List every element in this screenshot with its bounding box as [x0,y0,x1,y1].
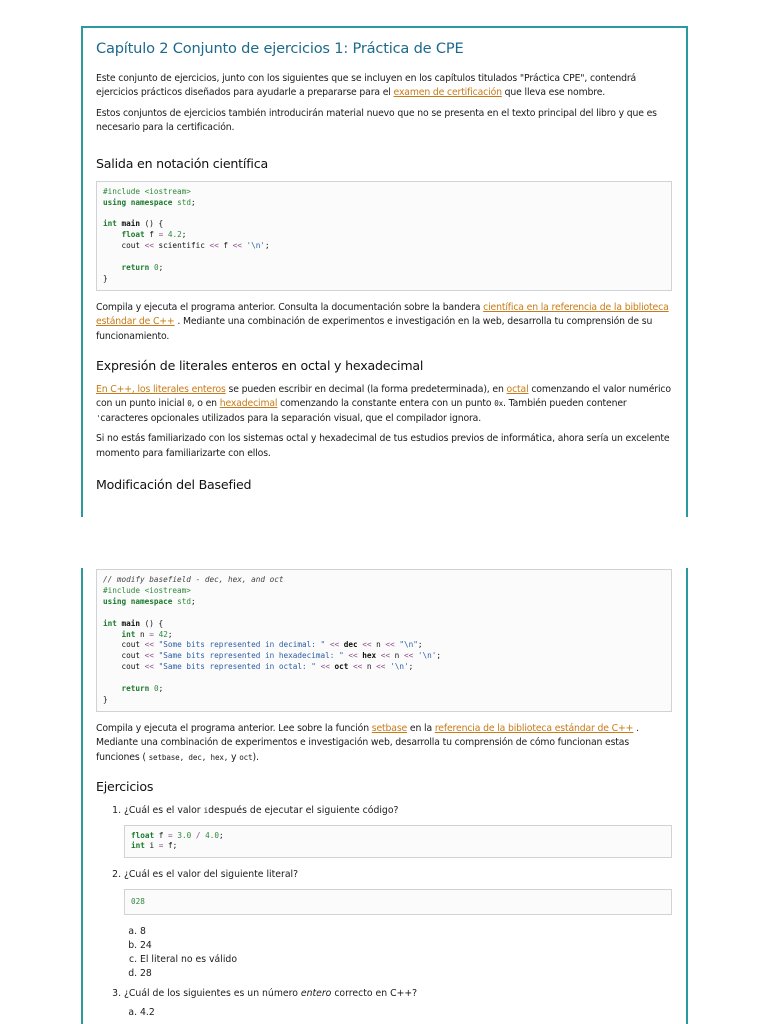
exercise-2-options [124,925,672,982]
octal-hex-paragraph: En C++, los literales enteros se pueden escribir en decimal (la forma predeterminada), en octal comenzando el valor numérico con un punto inicial 0, o en hexadecimal comenzando la constante entera con un punto 0x. También pueden contener 'caracteres opcionales utilizados para la separación visual, que el compilador ignora. [96,384,671,424]
option: a. 8 [140,925,672,939]
option: d. 28 [140,967,672,981]
hexadecimal-link[interactable]: hexadecimal [219,398,278,410]
exercise-list [96,804,672,1020]
section-heading-scientific: Salida en notación científica [96,155,268,171]
option: c. El literal no es válido [140,953,672,967]
integer-literals-link[interactable]: En C++, los literales enteros [96,384,226,395]
exercise-3: 3. ¿Cuál de los siguientes es un número entero correcto en C++? a. 4.2 [124,987,672,1020]
exercise-3-options [124,1006,672,1020]
exercise-1: 1. ¿Cuál es el valor idespués de ejecutar el siguiente código? float f = 3.0 / 4.0; int i = f; [124,804,672,858]
section-heading-octal-hex: Expresión de literales enteros en octal y hexadecimal [96,358,424,373]
code-block-scientific: #include <iostream> using namespace std; int main () { float f = 4.2; cout << scientific << f << '\n'; return 0; } [96,181,672,291]
code-block-exercise-2: 028 [124,889,672,915]
page-1 [81,26,688,517]
certification-exam-link[interactable]: examen de certificación [393,87,502,99]
octal-link[interactable]: octal [506,384,529,395]
section-heading-basefield: Modificación del Basefied [96,477,252,493]
code-block-exercise-1: float f = 3.0 / 4.0; int i = f; [124,825,672,859]
setbase-link[interactable]: setbase [371,722,408,734]
scientific-reference-link[interactable]: científica en la referencia de la biblioteca estándar de C++ [96,301,669,328]
code-block-basefield: // modify basefield - dec, hex, and oct #include <iostream> using namespace std; int main () { int n = 42; cout << "Some bits represented in decimal: " << dec << n << "\n"; cout << "Same bits represented in hexadecimal: " << hex << n << '\n'; cout << "Same bits represented in octal: " << oct << n << '\n'; return 0; } [96,569,672,712]
intro-paragraph-2: Estos conjuntos de ejercicios también introducirán material nuevo que no se presenta en el texto principal del libro y que es necesario para la certificación. [96,107,657,134]
option: b. 24 [140,939,672,953]
octal-hex-paragraph-2: Si no estás familiarizado con los sistemas octal y hexadecimal de tus estudios previos de informática, ahora sería un excelente momento para familiarizarte con ellos. [96,433,670,459]
option: a. 4.2 [140,1006,672,1020]
compile-paragraph-1: Compila y ejecuta el programa anterior. Consulta la documentación sobre la bandera científica en la referencia de la biblioteca estándar de C++ . Mediante una combinación de experimentos e investigación en la web, desarrolla tu comprensión de su funcionamiento. [96,301,669,342]
exercises-heading: Ejercicios [96,779,154,795]
exercise-2: 2. ¿Cuál es el valor del siguiente literal? 028 a. 8 b. 24 c. El literal no es válido d. 28 [124,868,672,981]
page-2 [81,568,688,1024]
intro-paragraph-1: Este conjunto de ejercicios, junto con los siguientes que se incluyen en los capítulos titulados "Práctica CPE", contendrá ejercicios prácticos diseñados para ayudarle a prepararse para el examen de certificación que lleva ese nombre. [96,73,637,99]
stdlib-reference-link[interactable]: referencia de la biblioteca estándar de C++ [434,722,634,734]
chapter-title: Capítulo 2 Conjunto de ejercicios 1: Práctica de CPE [96,40,464,57]
compile-paragraph-2: Compila y ejecuta el programa anterior. Lee sobre la función setbase en la referencia de la biblioteca estándar de C++ . Mediante una combinación de experimentos e investigación web, desarrolla tu comprensión de cómo funcionan estas funciones ( setbase, dec, hex, y oct). [96,722,639,763]
